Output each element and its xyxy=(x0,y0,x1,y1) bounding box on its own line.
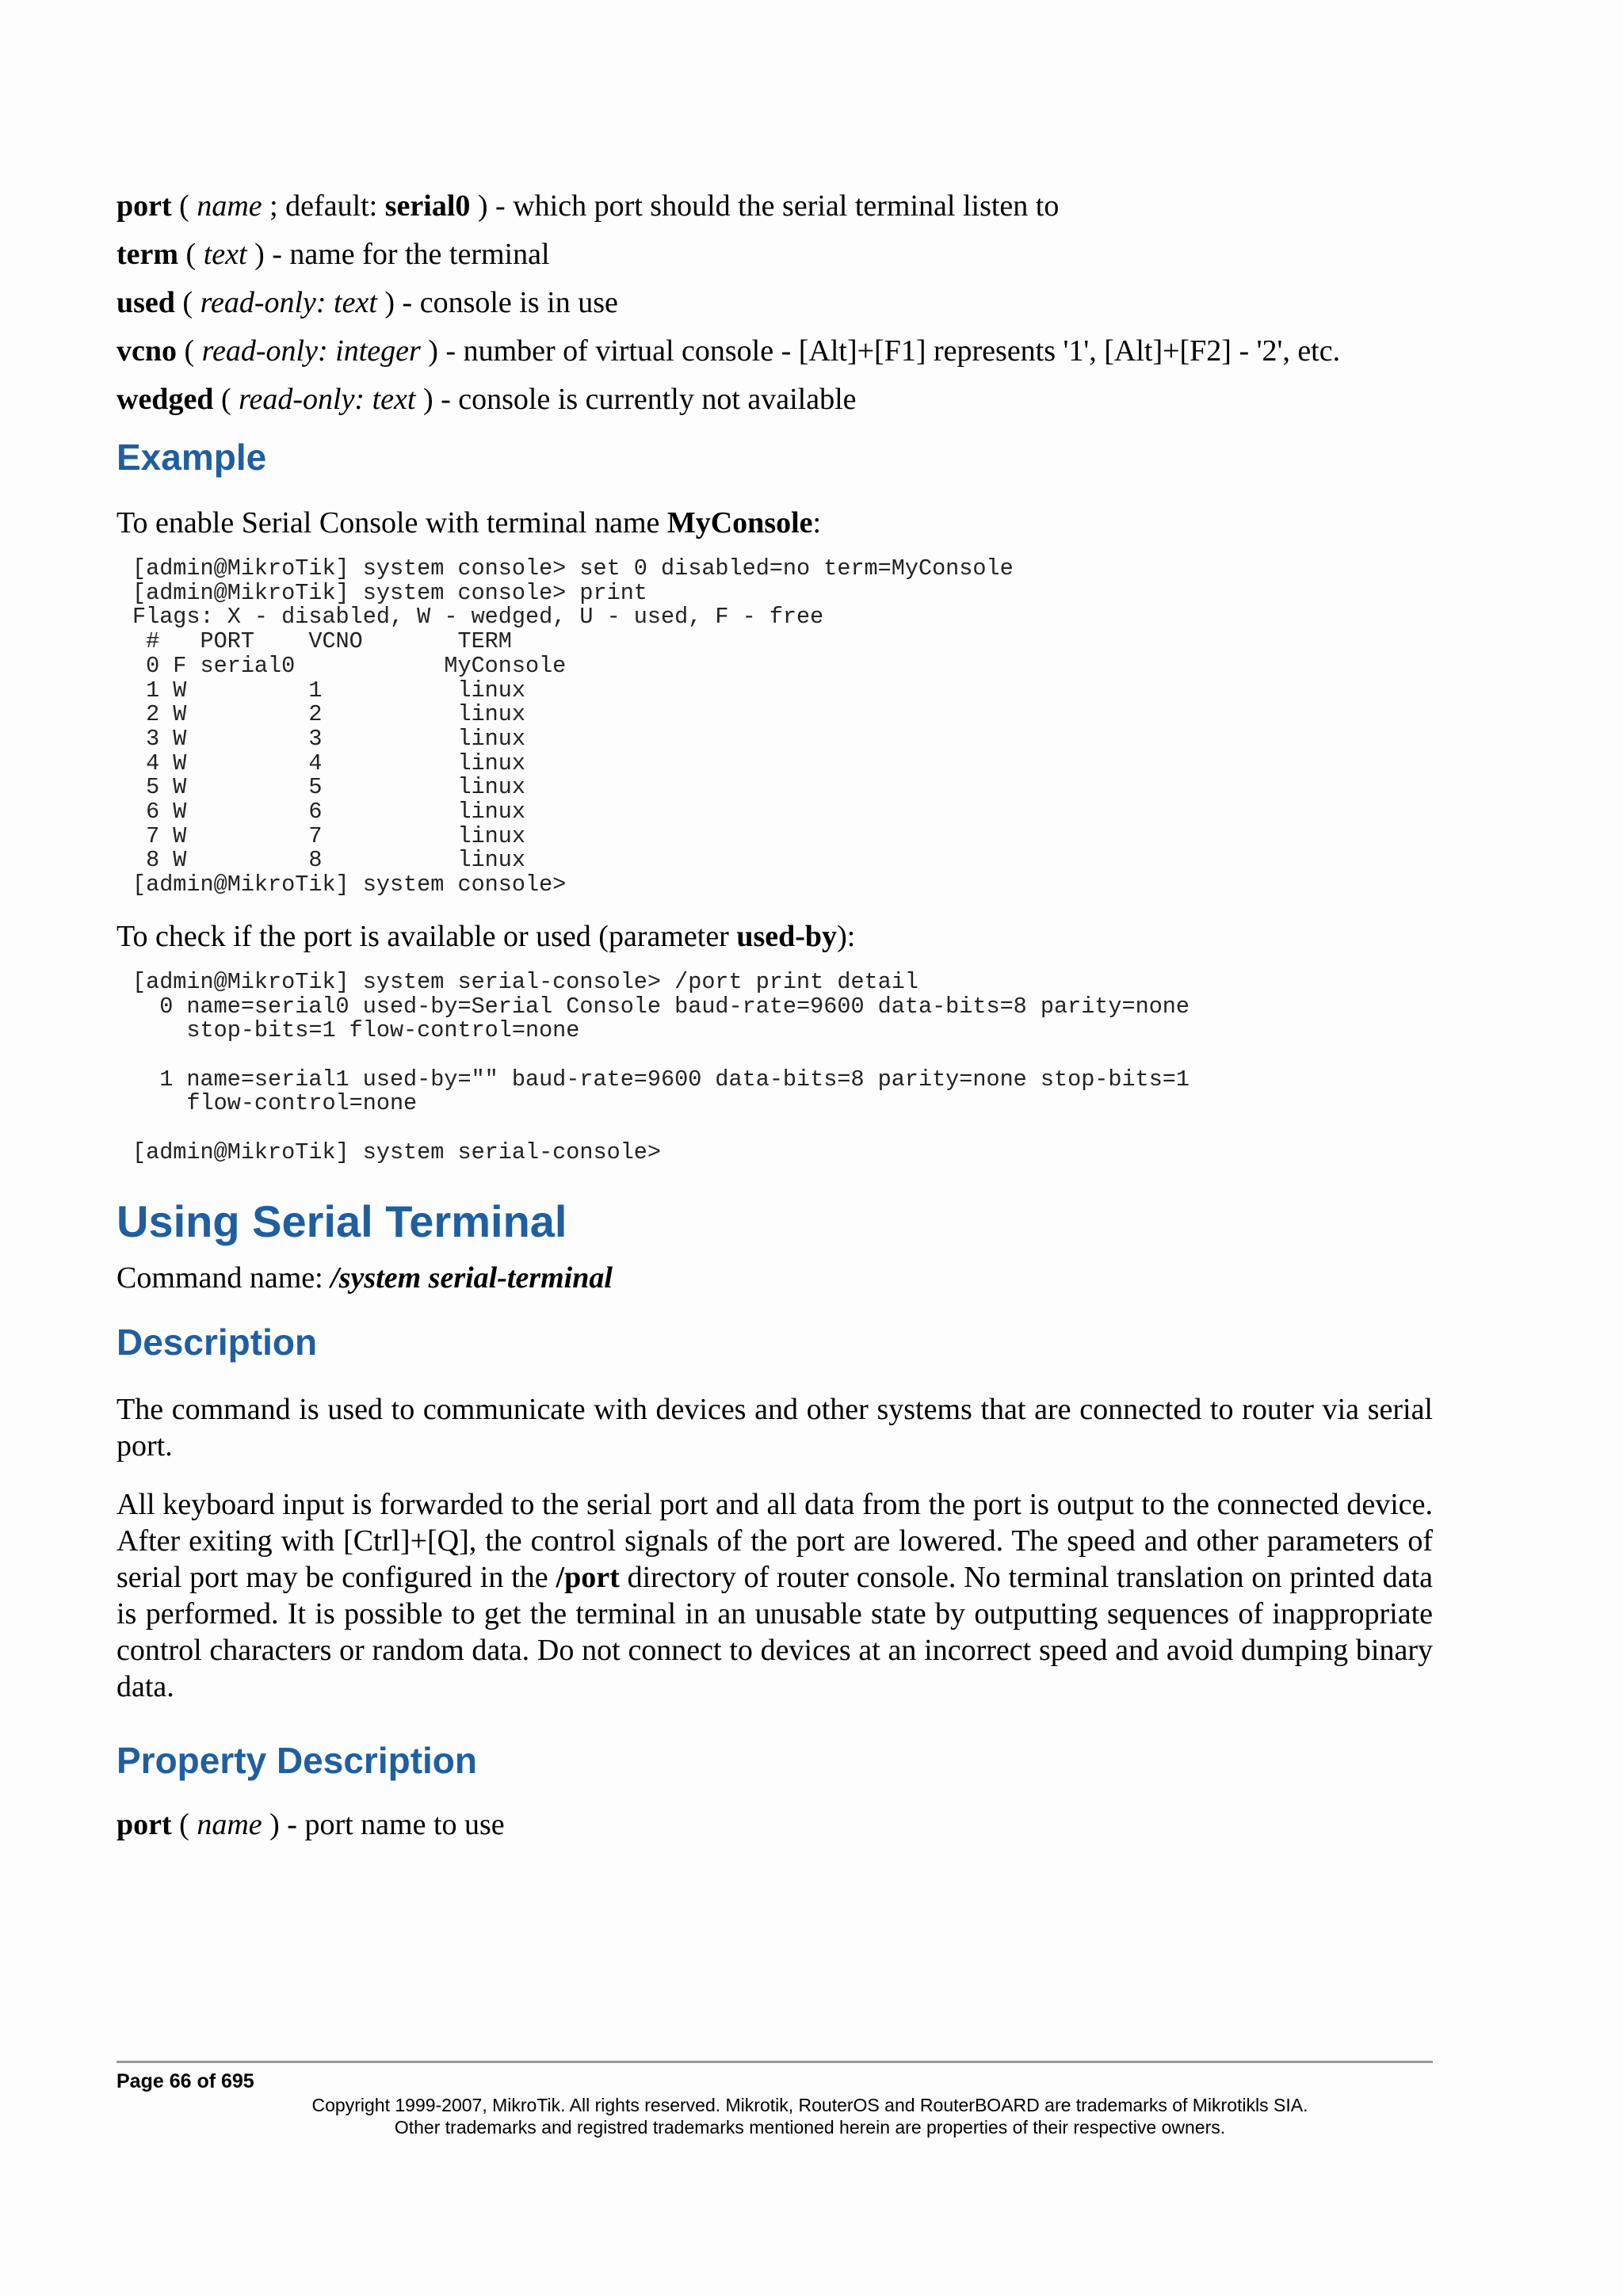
intro-text: To check if the port is available or used (parameter xyxy=(116,919,737,953)
description-para-2 xyxy=(116,1486,1433,1705)
property-name: port xyxy=(116,1808,172,1842)
property-type: read-only: integer xyxy=(201,334,421,368)
description-para-1: The command is used to communicate with devices and other systems that are connected to router via serial port. xyxy=(116,1393,1433,1463)
property-desc: console is in use xyxy=(419,286,618,319)
copyright-line-2: Other trademarks and registred trademarks mentioned herein are properties of their respective owners. xyxy=(394,2117,1226,2138)
copyright-notice xyxy=(116,2094,1503,2138)
property-name: wedged xyxy=(116,383,214,416)
property-desc: name for the terminal xyxy=(289,238,550,271)
property-name: vcno xyxy=(116,334,177,368)
property-port-name xyxy=(116,1806,1433,1843)
property-name: term xyxy=(116,238,179,271)
para-bold: /port xyxy=(556,1561,620,1595)
command-value: /system serial-terminal xyxy=(330,1261,613,1295)
paren-close: ) - xyxy=(246,238,290,271)
property-vcno xyxy=(116,333,1433,369)
property-type: text xyxy=(203,238,247,271)
description-heading: Description xyxy=(116,1322,318,1363)
property-desc: number of virtual console - [Alt]+[F1] represents '1', [Alt]+[F2] - '2', etc. xyxy=(463,334,1341,368)
intro-bold: MyConsole xyxy=(666,506,813,540)
section-title: Using Serial Terminal xyxy=(116,1196,567,1247)
paren-close: ) - xyxy=(420,334,464,368)
paren-open: ( xyxy=(171,189,197,223)
property-type: read-only: text xyxy=(200,286,377,319)
paren-close: ) - xyxy=(415,383,459,416)
paren-open: ( xyxy=(213,383,239,416)
property-desc: which port should the serial terminal listen to xyxy=(513,189,1060,223)
example-intro-2 xyxy=(116,918,1433,955)
example-heading: Example xyxy=(116,437,267,478)
property-port xyxy=(116,188,1433,224)
footer-divider xyxy=(116,2061,1433,2063)
code-block-port: [admin@MikroTik] system serial-console> /port print detail 0 name=serial0 used-by=Serial Console baud-rate=9600 data-bits=8 parity=none stop-bits=1 flow-control=none 1 name=serial1 used-by="" baud-rate=9600 data-bits=8 parity=none stop-bits=1 flow-control=none [admin@MikroTik] system serial-console> xyxy=(132,968,1190,1165)
property-type: read-only: text xyxy=(239,383,416,416)
page-content xyxy=(116,188,1433,1855)
paren-close: ) - xyxy=(262,1808,305,1842)
default-value: serial0 xyxy=(384,189,471,223)
page-number: Page 66 of 695 xyxy=(116,2070,254,2092)
property-name: used xyxy=(116,286,175,319)
property-description-heading: Property Description xyxy=(116,1740,477,1782)
property-type: name xyxy=(197,1808,262,1842)
property-type: name xyxy=(197,189,262,223)
example-intro-1 xyxy=(116,505,1433,541)
property-name: port xyxy=(116,189,172,223)
copyright-line-1: Copyright 1999-2007, MikroTik. All rights reserved. Mikrotik, RouterOS and RouterBOARD are trademarks of Mikrotikls SIA. xyxy=(311,2095,1308,2115)
para-text: All keyboard input is forwarded to the serial port and all data from the port is output to the connected device. After exiting with [Ctrl]+[Q], the control signals of the port are lowered. The speed and other parameters of serial port may be configured in the xyxy=(116,1488,1433,1595)
intro-text: To enable Serial Console with terminal name xyxy=(116,506,667,540)
paren-open: ( xyxy=(171,1808,197,1842)
property-desc: port name to use xyxy=(304,1808,505,1842)
property-wedged xyxy=(116,381,1433,418)
paren-open: ( xyxy=(177,334,202,368)
paren-close: ) - xyxy=(376,286,420,319)
paren-open: ( xyxy=(174,286,200,319)
paren-close: ) - xyxy=(470,189,514,223)
intro-end: ): xyxy=(837,919,856,953)
property-used xyxy=(116,284,1433,321)
command-name xyxy=(116,1260,1433,1296)
code-block-console: [admin@MikroTik] system console> set 0 disabled=no term=MyConsole [admin@MikroTik] system console> print Flags: X - disabled, W - wedged, U - used, F - free # PORT VCNO TERM 0 F serial0 MyConsole 1 W 1 linux 2 W 2 linux 3 W 3 linux 4 W 4 linux 5 W 5 linux 6 W 6 linux 7 W 7 linux 8 W 8 linux [admin@MikroTik] system console> xyxy=(132,555,1014,898)
intro-bold: used-by xyxy=(736,919,838,953)
property-term xyxy=(116,236,1433,273)
paren-open: ( xyxy=(178,238,204,271)
intro-end: : xyxy=(812,506,822,540)
property-desc: console is currently not available xyxy=(458,383,857,416)
para-text: directory of router console. No terminal translation on printed data is performed. It is possible to get the terminal in an unusable state by outputting sequences of inappropriate control characters or random data. Do not connect to devices at an incorrect speed and avoid dumping binary data. xyxy=(116,1561,1434,1704)
default-label: ; default: xyxy=(262,189,385,223)
command-label: Command name: xyxy=(116,1261,331,1295)
